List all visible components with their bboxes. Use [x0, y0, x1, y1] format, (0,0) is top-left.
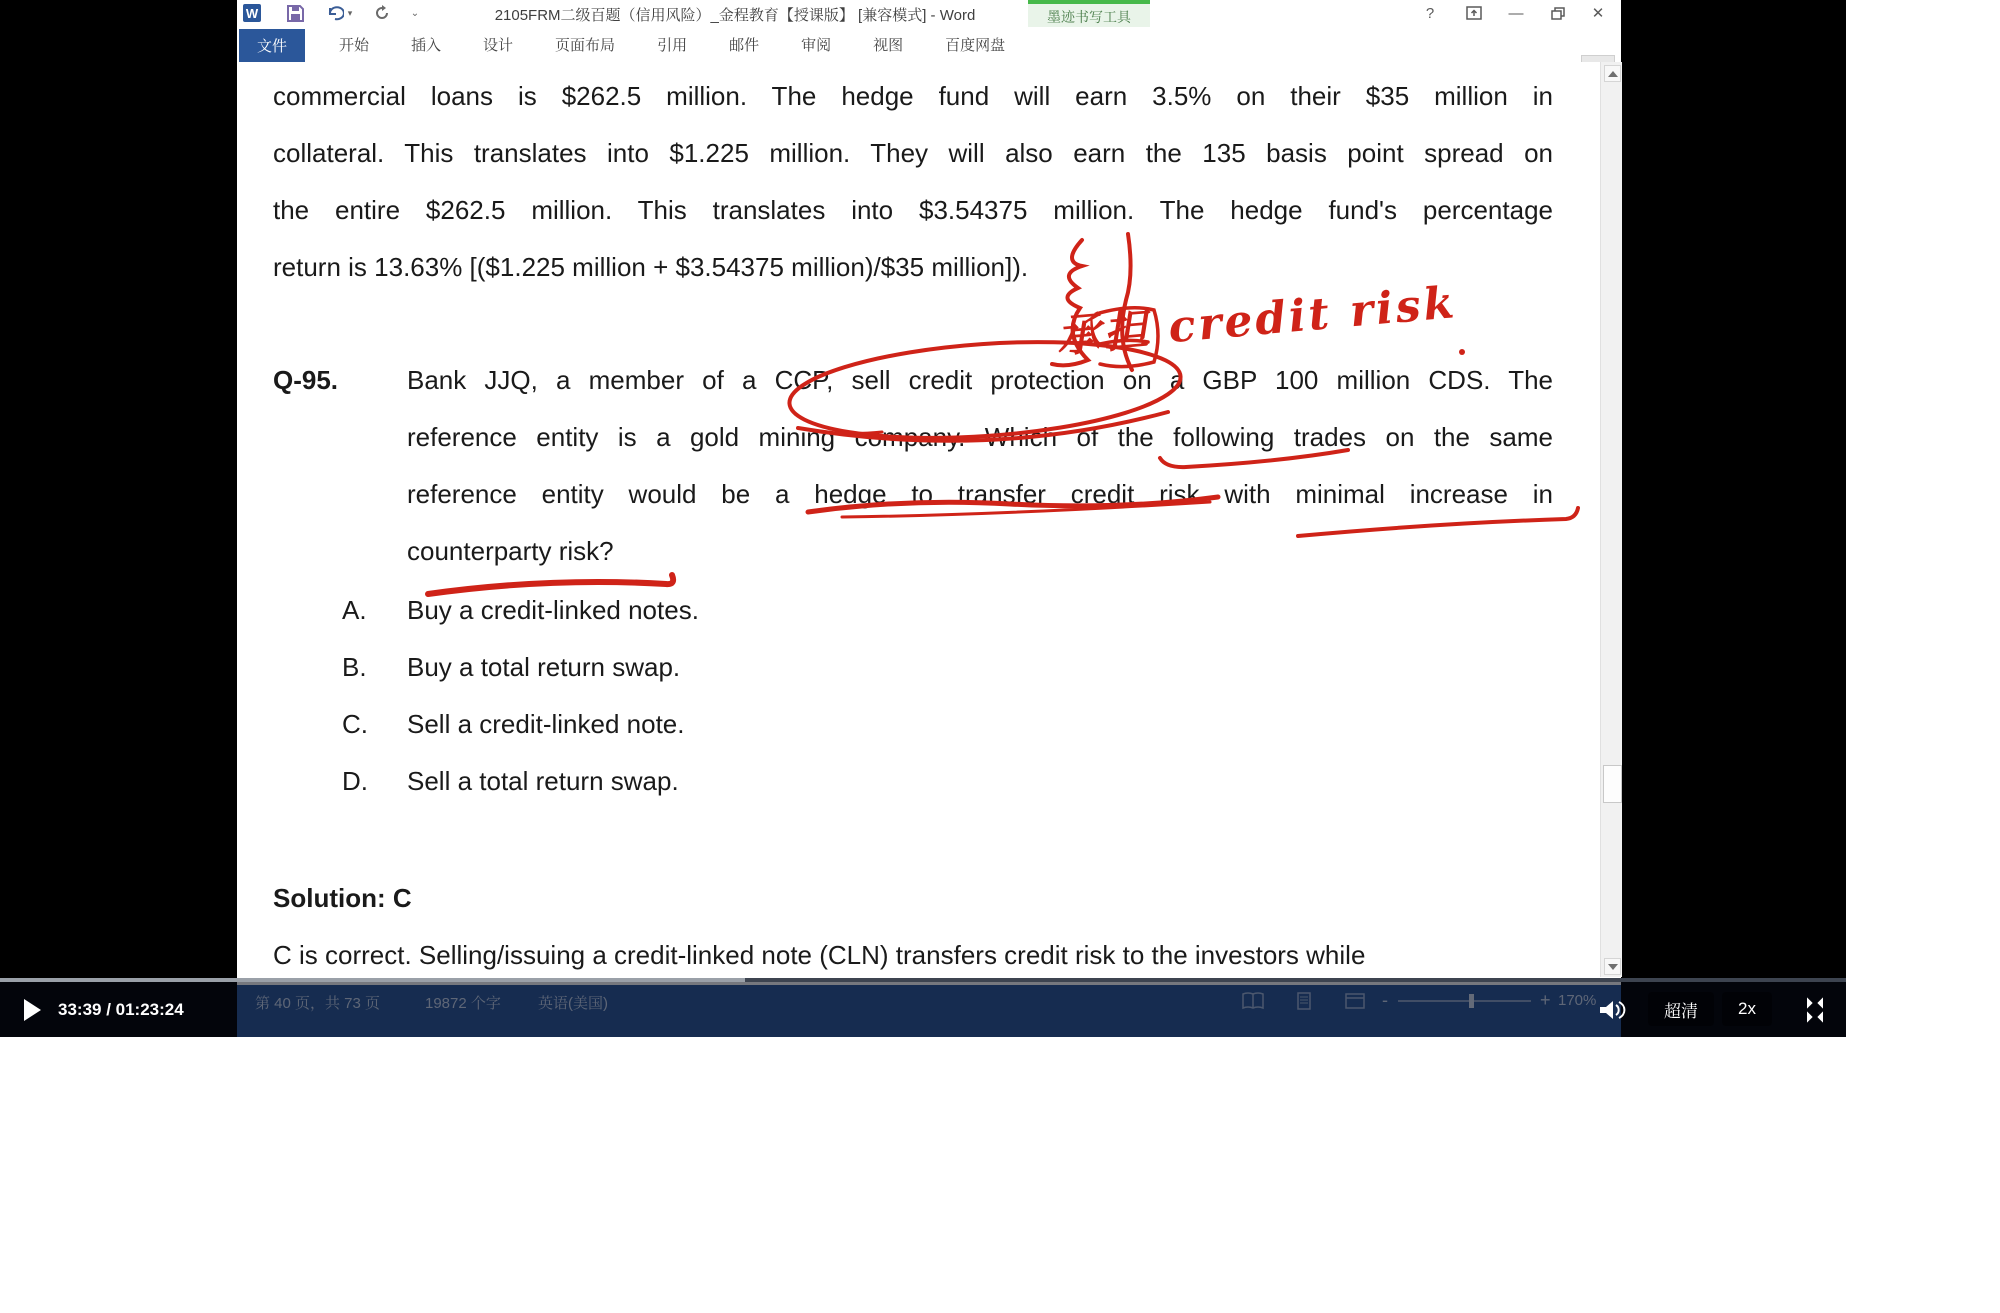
option-text: Buy a total return swap.	[407, 652, 681, 682]
paragraph-line: the entire $262.5 million. This translates into $3.54375 million. The hedge fund's percentage	[273, 195, 1553, 225]
option-letter: C.	[342, 709, 368, 739]
word-titlebar	[237, 0, 1621, 27]
quality-button[interactable]: 超清	[1648, 992, 1714, 1026]
undo-dropdown-icon[interactable]: ▾	[347, 7, 353, 18]
close-button[interactable]: ✕	[1591, 5, 1605, 22]
qat-customize-icon[interactable]: ⌄	[410, 7, 420, 19]
document-page[interactable]	[237, 62, 1621, 985]
restore-button[interactable]	[1543, 2, 1573, 24]
tab-references[interactable]: 引用	[657, 37, 688, 54]
repeat-icon[interactable]	[372, 3, 392, 23]
save-icon[interactable]	[285, 3, 305, 23]
undo-icon[interactable]	[325, 3, 345, 23]
ribbon-display-options-icon[interactable]	[1459, 2, 1489, 24]
help-icon[interactable]: ?	[1425, 4, 1435, 22]
tab-mailings[interactable]: 邮件	[729, 37, 760, 54]
option-text: Sell a total return swap.	[407, 766, 679, 796]
tab-design[interactable]: 设计	[483, 37, 514, 54]
tab-home[interactable]: 开始	[339, 37, 370, 54]
option-text: Sell a credit-linked note.	[407, 709, 685, 739]
tab-review[interactable]: 审阅	[801, 37, 832, 54]
ink-tools-label: 墨迹书写工具	[1047, 9, 1131, 25]
solution-label: Solution: C	[273, 883, 412, 913]
solution-line: C is correct. Selling/issuing a credit-linked note (CLN) transfers credit risk to the investors while	[273, 940, 1366, 970]
question-line: Bank JJQ, a member of a CCP, sell credit protection on a GBP 100 million CDS. The	[407, 365, 1553, 395]
fullscreen-icon[interactable]	[1798, 995, 1832, 1025]
tab-file[interactable]: 文件	[239, 29, 305, 62]
tab-insert[interactable]: 插入	[411, 37, 442, 54]
option-letter: B.	[342, 652, 367, 682]
scroll-up-icon[interactable]	[1604, 65, 1621, 82]
scrollbar-thumb[interactable]	[1603, 765, 1622, 803]
tab-baidu-netdisk[interactable]: 百度网盘	[945, 37, 1006, 54]
option-letter: A.	[342, 595, 367, 625]
video-time: 33:39 / 01:23:24	[58, 1000, 184, 1019]
document-title: 2105FRM二级百题（信用风险）_金程教育【授课版】 [兼容模式] - Word	[494, 7, 976, 24]
question-line: reference entity would be a hedge to transfer credit risk with minimal increase in	[407, 479, 1553, 509]
volume-icon[interactable]	[1598, 999, 1626, 1021]
scroll-down-icon[interactable]	[1604, 958, 1621, 975]
tab-view[interactable]: 视图	[873, 37, 904, 54]
video-control-bar	[0, 982, 1846, 1037]
paragraph-line: commercial loans is $262.5 million. The hedge fund will earn 3.5% on their $35 million in	[273, 81, 1553, 111]
ink-tab-accent	[1028, 0, 1150, 4]
paragraph-line: return is 13.63% [($1.225 million + $3.54375 million)/$35 million]).	[273, 252, 1029, 282]
option-text: Buy a credit-linked notes.	[407, 595, 699, 625]
word-window	[237, 0, 1621, 1037]
ribbon-tab-row	[237, 27, 1621, 62]
tab-page-layout[interactable]: 页面布局	[555, 37, 616, 54]
ink-handwriting-text: 承担 credit risk	[1054, 277, 1459, 363]
minimize-button[interactable]: —	[1508, 4, 1524, 22]
question-line: reference entity is a gold mining company. Which of the following trades on the same	[407, 422, 1553, 452]
play-icon[interactable]	[24, 999, 41, 1021]
speed-button[interactable]: 2x	[1722, 992, 1772, 1026]
vertical-scrollbar[interactable]	[1600, 62, 1622, 977]
question-line: counterparty risk?	[407, 536, 614, 566]
question-number: Q-95.	[273, 365, 339, 395]
option-letter: D.	[342, 766, 368, 796]
word-app-icon: W	[243, 4, 261, 22]
paragraph-line: collateral. This translates into $1.225 million. They will also earn the 135 basis point spread on	[273, 138, 1553, 168]
